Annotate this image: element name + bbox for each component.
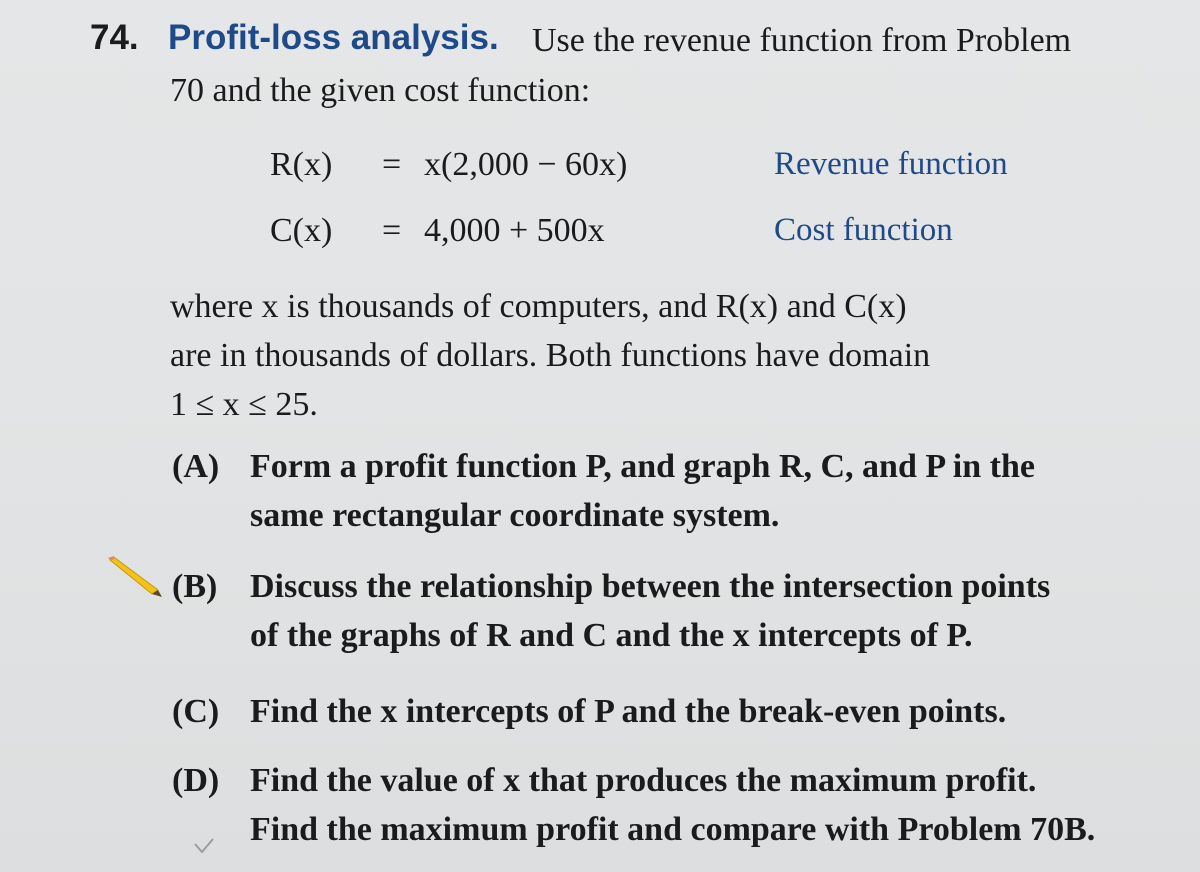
part-c-line1: Find the x intercepts of P and the break-even points.	[250, 693, 1007, 730]
part-d-label: (D)	[172, 762, 220, 799]
domain-paragraph-line1: where x is thousands of computers, and R(x) and C(x)	[170, 288, 907, 325]
problem-title: Profit-loss analysis.	[168, 18, 499, 57]
part-a-line1: Form a profit function P, and graph R, C, and P in the	[250, 448, 1035, 485]
problem-number: 74.	[90, 18, 139, 57]
problem-intro-line2: 70 and the given cost function:	[170, 72, 591, 109]
revenue-equation-lhs: R(x)	[270, 146, 333, 183]
part-a-line2: same rectangular coordinate system.	[250, 497, 780, 534]
cost-function-label: Cost function	[774, 212, 953, 248]
check-icon	[192, 836, 216, 856]
revenue-equation-rhs: x(2,000 − 60x)	[424, 146, 628, 183]
part-b-line2: of the graphs of R and C and the x intercepts of P.	[250, 617, 973, 654]
revenue-function-label: Revenue function	[774, 146, 1008, 182]
problem-intro-line1: Use the revenue function from Problem	[532, 22, 1072, 59]
part-b-label: (B)	[172, 568, 218, 605]
part-a-label: (A)	[172, 448, 220, 485]
part-b-line1: Discuss the relationship between the intersection points	[250, 568, 1051, 605]
domain-paragraph-line3: 1 ≤ x ≤ 25.	[170, 386, 318, 423]
revenue-equation-equals: =	[382, 146, 402, 183]
cost-equation-equals: =	[382, 212, 402, 249]
pencil-icon	[106, 556, 166, 600]
domain-paragraph-line2: are in thousands of dollars. Both functions have domain	[170, 337, 931, 374]
part-d-line1: Find the value of x that produces the maximum profit.	[250, 762, 1037, 799]
cost-equation-lhs: C(x)	[270, 212, 333, 249]
cost-equation-rhs: 4,000 + 500x	[424, 212, 605, 249]
part-c-label: (C)	[172, 693, 220, 730]
part-d-line2: Find the maximum profit and compare with Problem 70B.	[250, 811, 1096, 848]
